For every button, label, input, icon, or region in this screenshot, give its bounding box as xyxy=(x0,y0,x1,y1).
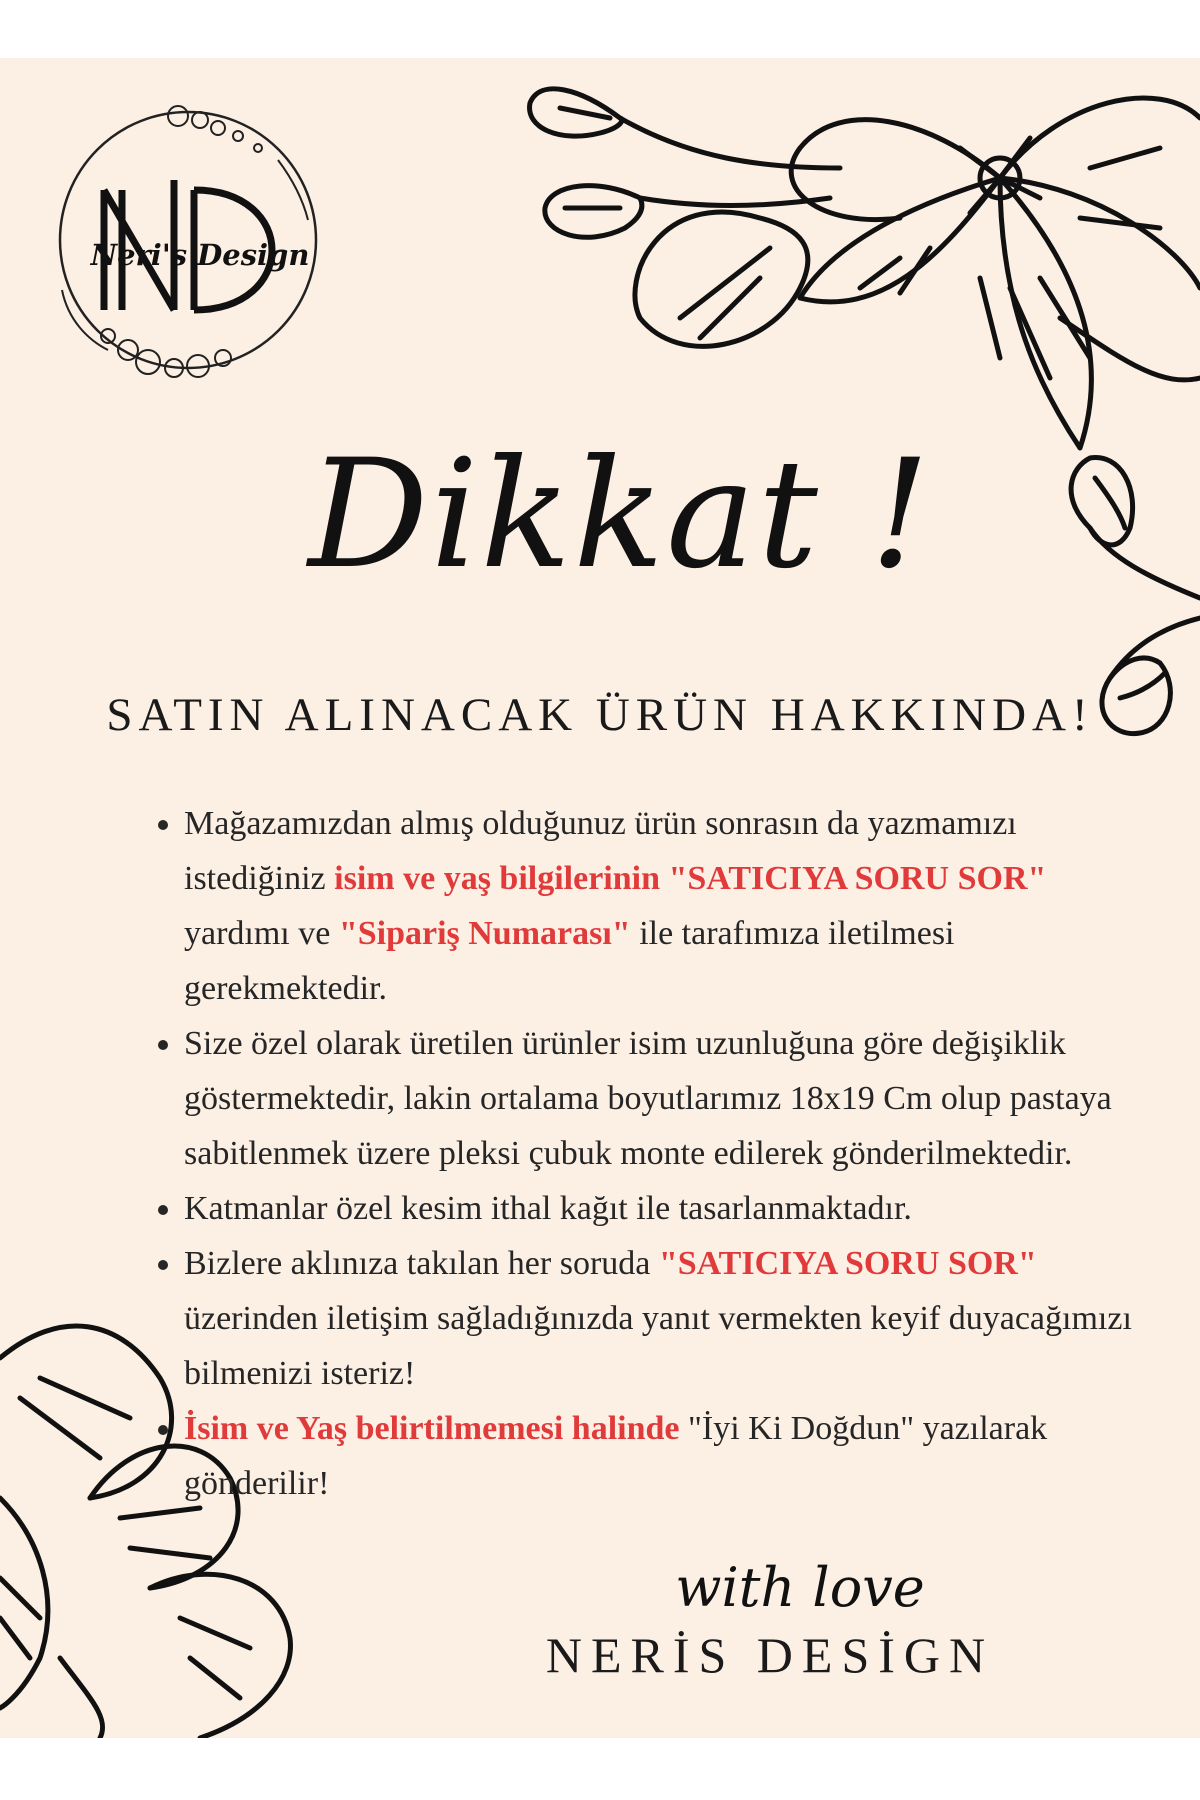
note-text: Katmanlar özel kesim ithal kağıt ile tasarlanmaktadır. xyxy=(184,1190,912,1227)
brand-name: NERİS DESİGN xyxy=(545,1627,995,1683)
note-highlight: İsim ve Yaş belirtilmemesi halinde xyxy=(184,1410,680,1447)
note-item xyxy=(184,1016,1134,1181)
note-text: Size özel olarak üretilen ürünler isim uzunluğuna göre değişiklik göstermektedir, lakin ortalama boyutlarımız 18x19 Cm olup pastaya sabitlenmek üzere pleksi çubuk monte edilerek gönderilmektedir. xyxy=(184,1025,1112,1172)
note-item xyxy=(184,1236,1134,1401)
note-text: Bizlere aklınıza takılan her soruda xyxy=(184,1245,659,1282)
note-highlight: "SATICIYA SORU SOR" xyxy=(658,1245,1037,1282)
brand-logo xyxy=(48,100,328,380)
note-highlight: "Sipariş Numarası" xyxy=(338,915,631,952)
note-highlight: isim ve yaş bilgilerinin "SATICIYA SORU SOR" xyxy=(334,860,1047,897)
logo-text: Neri's Design xyxy=(90,238,310,272)
note-text: "İyi Ki Doğdun" yazılarak gönderilir! xyxy=(184,1410,1048,1502)
notes-list xyxy=(140,796,1134,1511)
subheadline: SATIN ALINACAK ÜRÜN HAKKINDA! xyxy=(106,689,1094,741)
note-text: üzerinden iletişim sağladığınızda yanıt vermekten keyif duyacağımızı bilmenizi isteriz! xyxy=(184,1300,1132,1392)
poster xyxy=(0,58,1200,1738)
note-text: Mağazamızdan almış olduğunuz ürün sonrasın da yazmamızı istediğiniz xyxy=(184,805,1017,897)
note-text: ile tarafımıza iletilmesi gerekmektedir. xyxy=(184,915,955,1007)
note-item xyxy=(184,1401,1134,1511)
note-text: yardımı ve xyxy=(184,915,339,952)
signoff: with love xyxy=(675,1556,925,1619)
note-item xyxy=(184,1181,1134,1236)
note-item xyxy=(184,796,1134,1016)
top-right-flower xyxy=(530,89,1200,448)
headline: Dikkat ! xyxy=(308,428,932,602)
